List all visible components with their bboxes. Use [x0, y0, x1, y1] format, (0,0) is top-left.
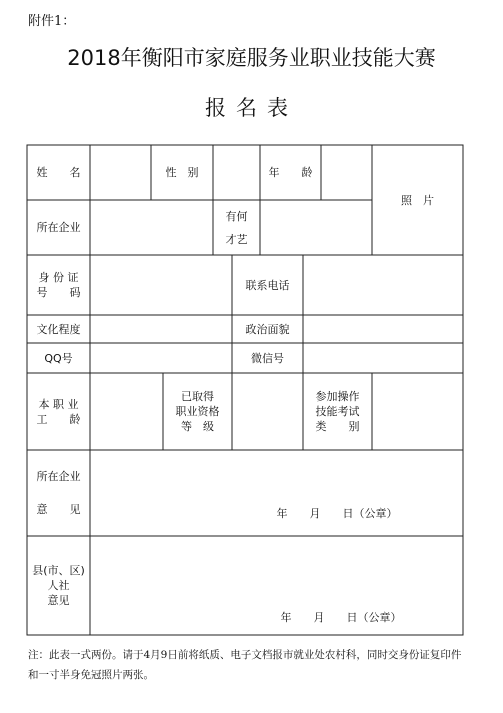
test-label-line-3: 类 别	[315, 420, 360, 433]
years-label-line-2: 工 龄	[36, 412, 81, 426]
id-label-line-1: 身 份 证	[38, 271, 79, 284]
company-opinion-label	[27, 450, 90, 536]
age-field[interactable]	[321, 145, 372, 200]
photo-box[interactable]	[372, 145, 463, 255]
form-subtitle: 报名表	[205, 96, 298, 120]
name-field[interactable]	[90, 145, 151, 200]
qualification-field[interactable]	[232, 373, 303, 450]
education-label: 文化程度	[36, 322, 81, 336]
wechat-field[interactable]	[303, 343, 463, 373]
opinion-label-line-2: 意 见	[36, 503, 81, 516]
gender-label: 性 别	[165, 166, 199, 179]
county-label-line-2: 人社	[47, 579, 70, 592]
talent-field[interactable]	[260, 200, 372, 255]
id-number-field[interactable]	[90, 255, 232, 315]
qual-label-line-2: 职业资格	[175, 405, 220, 418]
opinion-label-line-1: 所在企业	[36, 470, 81, 483]
form-title: 2018年衡阳市家庭服务业职业技能大赛	[67, 46, 436, 70]
attachment-label: 附件1：	[28, 14, 76, 29]
county-label-line-3: 意见	[47, 594, 70, 607]
work-years-label	[27, 373, 90, 450]
test-category-field[interactable]	[372, 373, 463, 450]
years-label-line-1: 本 职 业	[38, 397, 79, 411]
company-label: 所在企业	[36, 221, 81, 234]
footnote: 注：此表一式两份。请于4月9日前将纸质、电子文档报市就业处农村科，同时交身份证复印件和一寸半身免冠照片两张。	[28, 649, 462, 681]
age-label: 年 龄	[268, 166, 313, 179]
work-years-field[interactable]	[90, 373, 163, 450]
photo-label: 照 片	[401, 193, 434, 207]
talent-label-line-1: 有何	[225, 209, 248, 223]
county-opinion-date: 年 月 日（公章）	[280, 610, 402, 624]
name-label: 姓 名	[36, 166, 81, 179]
id-number-label	[27, 255, 90, 315]
test-label-line-2: 技能考试	[315, 405, 360, 418]
phone-field[interactable]	[303, 255, 463, 315]
phone-label: 联系电话	[245, 278, 290, 292]
gender-field[interactable]	[213, 145, 260, 200]
wechat-label: 微信号	[251, 351, 284, 365]
qq-label: QQ号	[44, 351, 73, 365]
education-field[interactable]	[90, 315, 232, 343]
company-opinion-date: 年 月 日（公章）	[276, 506, 398, 520]
political-label: 政治面貌	[245, 322, 290, 336]
qq-field[interactable]	[90, 343, 232, 373]
political-field[interactable]	[303, 315, 463, 343]
company-field[interactable]	[90, 200, 213, 255]
test-label-line-1: 参加操作	[315, 390, 360, 403]
qual-label-line-1: 已取得	[181, 390, 214, 403]
talent-label	[213, 200, 260, 255]
test-category-label	[303, 373, 372, 450]
county-opinion-label	[27, 536, 90, 635]
county-label-line-1: 县(市、区)	[32, 564, 85, 577]
qual-label-line-3: 等 级	[181, 420, 214, 433]
id-label-line-2: 号 码	[36, 286, 81, 299]
talent-label-line-2: 才艺	[225, 232, 248, 246]
qualification-label	[163, 373, 232, 450]
